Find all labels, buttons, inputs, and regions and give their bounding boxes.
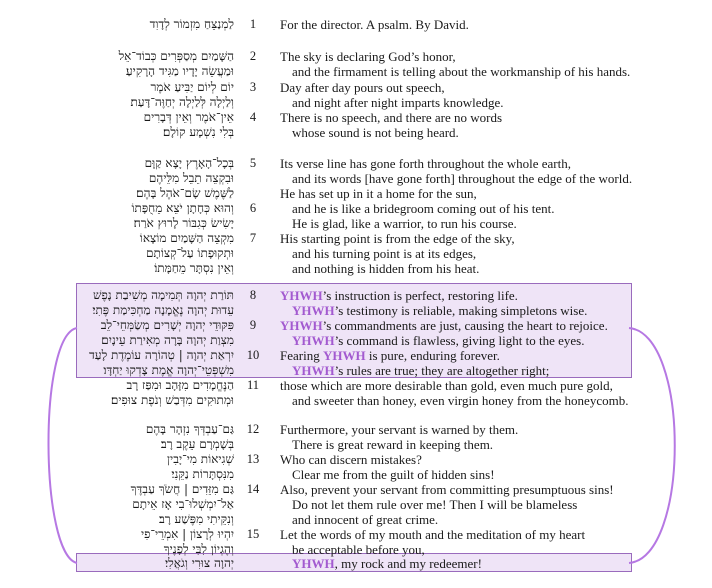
verse-number: 7	[249, 231, 257, 245]
psalm-line	[0, 527, 712, 542]
english-segment: Fearing	[280, 348, 323, 363]
psalm-line	[0, 156, 712, 171]
english-segment: There is great reward in keeping them.	[292, 437, 494, 452]
english-segment: There is no speech, and there are no words	[280, 110, 502, 125]
psalm-line	[0, 452, 712, 467]
english-segment: The sky is declaring God’s honor,	[280, 49, 456, 64]
hebrew-text: עֵדוּת יְהוָה נֶאֱמָנָה מַחְכִּימַת פֶּתִי׃	[92, 303, 234, 317]
psalm-line	[0, 171, 712, 186]
psalm-line	[0, 422, 712, 437]
psalm-line	[0, 512, 712, 527]
english-text	[280, 186, 477, 201]
english-segment: and nothing is hidden from his heat.	[292, 261, 480, 276]
english-text	[280, 110, 502, 125]
psalm-line	[0, 303, 712, 318]
english-segment: For the director. A psalm. By David.	[280, 17, 469, 32]
psalm-line	[0, 231, 712, 246]
verse-number: 8	[249, 288, 257, 302]
english-text	[280, 422, 518, 437]
english-segment: ’s rules are true; they are altogether right;	[334, 363, 550, 378]
psalm-line	[0, 467, 712, 482]
english-segment: , my rock and my redeemer!	[334, 556, 482, 571]
english-text	[280, 452, 422, 467]
english-text	[280, 288, 518, 303]
hebrew-text: מִנִּסְתָּרוֹת נַקֵּנִי׃	[171, 467, 234, 481]
hebrew-text: וְאֵין נִסְתָּר מֵחַמָּתוֹ׃	[154, 261, 234, 275]
psalm-line	[0, 482, 712, 497]
psalm-line	[0, 363, 712, 378]
english-text	[280, 231, 515, 246]
hebrew-text: וּמְתוּקִים מִדְּבַשׁ וְנֹפֶת צוּפִים׃	[110, 393, 234, 407]
verse-number: 2	[249, 49, 257, 63]
english-text	[292, 363, 549, 378]
hebrew-text: בְּכָל־הָאָרֶץ יָצָא קַוָּם	[144, 156, 234, 170]
hebrew-text: יִרְאַת יְהוָה | טְהוֹרָה עוֹמֶדֶת לָעַד	[89, 348, 234, 362]
hebrew-text: לַמְנַצֵּחַ מִזְמוֹר לְדָוִד	[149, 17, 234, 31]
psalm-line	[0, 378, 712, 393]
english-segment: He has set up in it a home for the sun,	[280, 186, 477, 201]
english-text	[292, 201, 554, 216]
hebrew-text: בְּשָׁמְרָם עֵקֶב רָב׃	[160, 437, 234, 451]
english-text	[292, 125, 459, 140]
hebrew-text: מִצְוַת יְהוָה בָּרָה מְאִירַת עֵינָיִם׃	[101, 333, 234, 347]
english-text	[292, 246, 476, 261]
english-text	[292, 171, 632, 186]
psalm-line	[0, 497, 712, 512]
psalm-line	[0, 318, 712, 333]
verse-number: 5	[249, 156, 257, 170]
hebrew-text: וְהוּא כְּחָתָן יֹצֵא מֵחֻפָּתוֹ	[131, 201, 234, 215]
verse-number: 15	[246, 527, 260, 541]
english-text	[280, 482, 614, 497]
hebrew-text: גַּם מִזֵּדִים | חֲשֹׂךְ עַבְדֶּךָ	[130, 482, 234, 496]
hebrew-text: וְלַיְלָה לְּלַיְלָה יְחַוֶּה־דָּעַת׃	[130, 95, 234, 109]
hebrew-text: אַל־יִמְשְׁלוּ־בִי אָז אֵיתָם	[132, 497, 234, 511]
english-segment: Clear me from the guilt of hidden sins!	[292, 467, 495, 482]
psalm-line	[0, 261, 712, 276]
english-text	[292, 497, 577, 512]
hebrew-text: יָשִׂישׂ כְּגִבּוֹר לָרוּץ אֹרַח׃	[133, 216, 234, 230]
english-text	[292, 437, 493, 452]
english-text	[292, 303, 587, 318]
english-text	[292, 333, 584, 348]
english-segment: and its words [have gone forth] throughout the edge of the world.	[292, 171, 633, 186]
english-segment: ’s command is flawless, giving light to the eyes.	[334, 333, 585, 348]
english-text	[280, 49, 456, 64]
english-text	[292, 393, 628, 408]
psalm-line	[0, 125, 712, 140]
divine-name: YHWH	[322, 348, 366, 363]
hebrew-text: יִהְיוּ לְרָצוֹן | אִמְרֵי־פִי	[140, 527, 234, 541]
english-segment: ’s commandments are just, causing the heart to rejoice.	[322, 318, 608, 333]
hebrew-text: וְהֶגְיוֹן לִבִּי לְפָנֶיךָ	[163, 542, 234, 556]
english-segment: Who can discern mistakes?	[280, 452, 422, 467]
english-segment: whose sound is not being heard.	[292, 125, 459, 140]
english-segment: ’s instruction is perfect, restoring life.	[322, 288, 518, 303]
english-segment: Do not let them rule over me! Then I will be blameless	[292, 497, 578, 512]
psalm-line	[0, 542, 712, 557]
divine-name: YHWH	[292, 303, 335, 318]
divine-name: YHWH	[292, 333, 335, 348]
psalm-line	[0, 17, 712, 32]
psalm-line	[0, 333, 712, 348]
psalm-line	[0, 216, 712, 231]
english-text	[280, 318, 608, 333]
english-segment: and he is like a bridegroom coming out of his tent.	[292, 201, 555, 216]
english-segment: ’s testimony is reliable, making simpletons wise.	[334, 303, 588, 318]
english-segment: Day after day pours out speech,	[280, 80, 445, 95]
hebrew-text: יוֹם לְיוֹם יַבִּיעַ אֹמֶר	[150, 80, 234, 94]
english-text	[292, 467, 495, 482]
english-text	[292, 64, 630, 79]
psalm-line	[0, 95, 712, 110]
verse-number: 12	[246, 422, 260, 436]
english-segment: and innocent of great crime.	[292, 512, 439, 527]
verse-number: 10	[246, 348, 260, 362]
english-text	[280, 156, 571, 171]
hebrew-text: מִשְׁפְּטֵי־יְהוָה אֱמֶת צָדְקוּ יַחְדָּו׃	[103, 363, 234, 377]
english-text	[280, 527, 585, 542]
english-segment: and sweeter than honey, even virgin honey from the honeycomb.	[292, 393, 629, 408]
psalm-line	[0, 246, 712, 261]
verse-number: 9	[249, 318, 257, 332]
hebrew-text: וּמַעֲשֵׂה יָדָיו מַגִּיד הָרָקִיעַ׃	[125, 64, 234, 78]
english-segment: is pure, enduring forever.	[365, 348, 500, 363]
psalm-line	[0, 110, 712, 125]
english-segment: His starting point is from the edge of the sky,	[280, 231, 515, 246]
english-segment: Let the words of my mouth and the meditation of my heart	[280, 527, 586, 542]
hebrew-text: הַנֶּחֱמָדִים מִזָּהָב וּמִפַּז רָב	[126, 378, 234, 392]
hebrew-text: שְׁגִיאוֹת מִי־יָבִין	[167, 452, 234, 466]
verse-number: 4	[249, 110, 257, 124]
verse-number: 11	[246, 378, 260, 392]
psalm-line	[0, 186, 712, 201]
english-text	[292, 542, 425, 557]
english-segment: He is glad, like a warrior, to run his course.	[292, 216, 517, 231]
english-text	[292, 512, 438, 527]
verse-number: 14	[246, 482, 260, 496]
hebrew-text: אֵין־אֹמֶר וְאֵין דְּבָרִים	[143, 110, 234, 124]
verse-number: 1	[249, 17, 257, 31]
english-text	[280, 80, 445, 95]
hebrew-text: וּבִקְצֵה תֵבֵל מִלֵּיהֶם	[148, 171, 234, 185]
english-segment: Furthermore, your servant is warned by them.	[280, 422, 519, 437]
english-segment: Its verse line has gone forth throughout the whole earth,	[280, 156, 571, 171]
divine-name: YHWH	[292, 556, 335, 571]
hebrew-text: פִּקּוּדֵי יְהוָה יְשָׁרִים מְשַׂמְּחֵי־לֵב	[100, 318, 234, 332]
psalm-line	[0, 437, 712, 452]
verse-number: 3	[249, 80, 257, 94]
psalm-line	[0, 64, 712, 79]
english-text	[292, 95, 504, 110]
divine-name: YHWH	[292, 363, 335, 378]
hebrew-text: גַּם־עַבְדְּךָ נִזְהָר בָּהֶם	[145, 422, 234, 436]
hebrew-text: מִקְצֵה הַשָּׁמַיִם מוֹצָאוֹ	[139, 231, 234, 245]
psalm-line	[0, 556, 712, 571]
hebrew-text: יְהוָה צוּרִי וְגֹאֲלִי׃	[164, 556, 234, 570]
psalm-line	[0, 80, 712, 95]
english-text	[280, 378, 613, 393]
english-text	[292, 216, 517, 231]
psalm-line	[0, 348, 712, 363]
hebrew-text: לַשֶּׁמֶשׁ שָׂם־אֹהֶל בָּהֶם׃	[136, 186, 234, 200]
english-text	[292, 556, 482, 571]
english-segment: and night after night imparts knowledge.	[292, 95, 504, 110]
english-segment: and his turning point is at its edges,	[292, 246, 477, 261]
english-text	[280, 348, 500, 363]
hebrew-text: הַשָּׁמַיִם מְסַפְּרִים כְּבוֹד־אֵל	[118, 49, 234, 63]
english-segment: those which are more desirable than gold, even much pure gold,	[280, 378, 613, 393]
divine-name: YHWH	[280, 288, 323, 303]
psalm-line	[0, 288, 712, 303]
psalm-line	[0, 201, 712, 216]
hebrew-text: בְּלִי נִשְׁמָע קוֹלָם׃	[162, 125, 234, 139]
divine-name: YHWH	[280, 318, 323, 333]
verse-number: 6	[249, 201, 257, 215]
english-segment: be acceptable before you,	[292, 542, 425, 557]
hebrew-text: תּוֹרַת יְהוָה תְּמִימָה מְשִׁיבַת נָפֶשׁ	[92, 288, 234, 302]
psalm-line	[0, 393, 712, 408]
english-segment: and the firmament is telling about the workmanship of his hands.	[292, 64, 631, 79]
english-segment: Also, prevent your servant from committing presumptuous sins!	[280, 482, 614, 497]
english-text	[292, 261, 479, 276]
verse-number: 13	[246, 452, 260, 466]
english-text	[280, 17, 469, 32]
hebrew-text: וּתְקוּפָתוֹ עַל־קְצוֹתָם	[146, 246, 234, 260]
hebrew-text: וְנִקֵּיתִי מִפֶּשַׁע רָב׃	[159, 512, 234, 526]
psalm-line	[0, 49, 712, 64]
